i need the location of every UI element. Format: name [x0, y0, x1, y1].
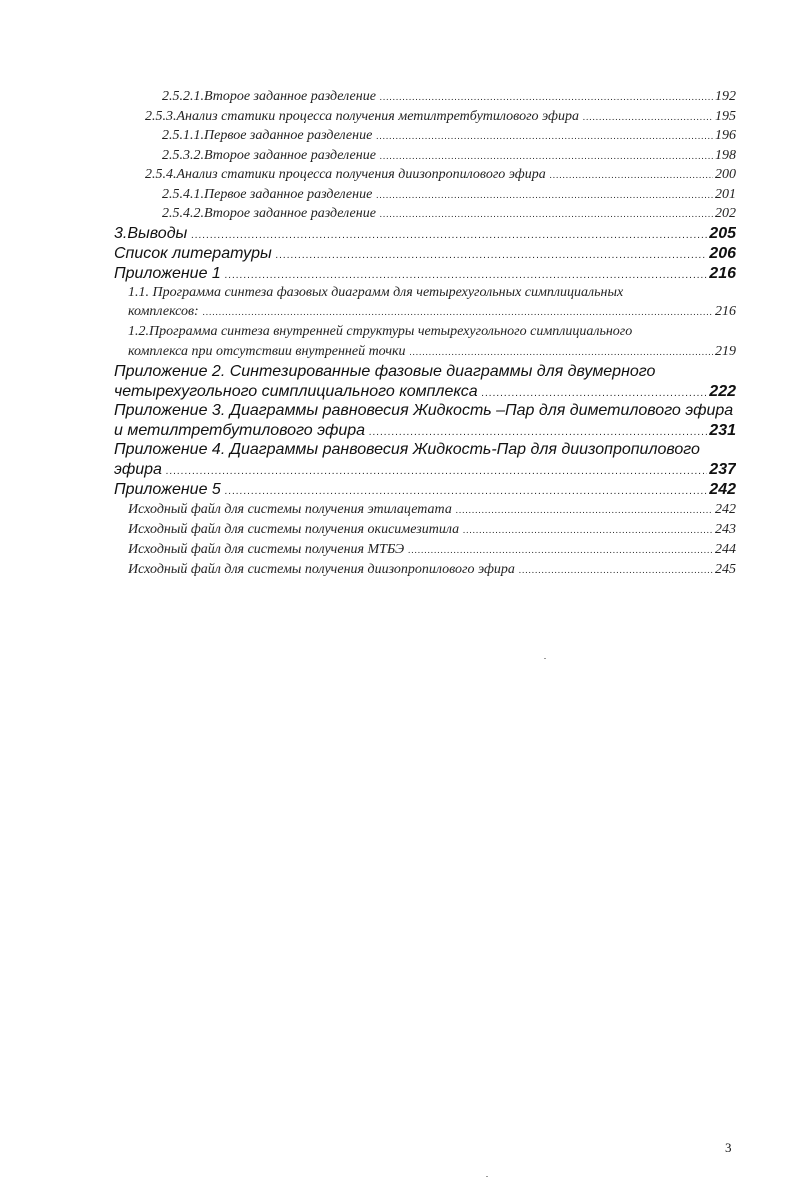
toc-entry-page: 219	[715, 344, 736, 359]
toc-entry	[128, 344, 736, 360]
toc-entry	[128, 522, 736, 538]
toc-entry	[128, 304, 736, 320]
toc-entry-title-line1: Приложение 2. Синтезированные фазовые диаграммы для двумерного	[114, 363, 656, 380]
toc-entry	[114, 481, 736, 499]
dot-leader	[191, 230, 707, 241]
toc-entry	[162, 206, 736, 222]
dot-leader	[463, 525, 713, 535]
scan-speck	[544, 658, 546, 659]
toc-entry-title-line1: 1.1. Программа синтеза фазовых диаграмм для четырехугольных симплициальных	[128, 285, 624, 300]
toc-entry-title-line1: Приложение 4. Диаграммы ранвовесия Жидкость-Пар для диизопропилового	[114, 441, 700, 458]
toc-entry-page: 192	[715, 89, 736, 104]
toc-entry	[162, 128, 736, 144]
dot-leader	[380, 92, 713, 102]
toc-entry-page: 244	[715, 542, 736, 557]
dot-leader	[410, 347, 713, 357]
toc-entry	[114, 245, 736, 263]
toc-entry-title: 2.5.4.2.Второе заданное разделение	[162, 206, 376, 221]
dot-leader	[225, 270, 707, 281]
toc-entry-page: 222	[709, 383, 736, 400]
toc-entry	[114, 422, 736, 440]
toc-entry-title-line2: четырехугольного симплициального комплекса	[114, 383, 478, 400]
toc-entry-title: 3.Выводы	[114, 225, 188, 242]
toc-entry-title: 2.5.1.1.Первое заданное разделение	[162, 128, 373, 143]
dot-leader	[519, 565, 713, 575]
toc-entry-page: 202	[715, 206, 736, 221]
toc-entry-title: 2.5.4.1.Первое заданное разделение	[162, 187, 373, 202]
dot-leader	[276, 250, 708, 261]
toc-entry	[114, 383, 736, 401]
toc-entry-page: 201	[715, 187, 736, 202]
toc-entry	[145, 109, 736, 125]
toc-entry	[128, 562, 736, 578]
toc-entry-title: Исходный файл для системы получения МТБЭ	[128, 542, 405, 557]
dot-leader	[482, 388, 708, 399]
toc-entry	[145, 167, 736, 183]
toc-entry	[114, 461, 736, 479]
toc-entry-title-line2: комплексов:	[128, 304, 199, 319]
toc-entry-title: Приложение 5	[114, 481, 221, 498]
toc-entry-page: 205	[709, 225, 736, 242]
toc-entry-page: 195	[715, 109, 736, 124]
dot-leader	[550, 170, 713, 180]
toc-entry	[162, 89, 736, 105]
toc-entry-page: 242	[715, 502, 736, 517]
toc-entry-page: 237	[709, 461, 736, 478]
toc-entry-title-line2: комплекса при отсутствии внутренней точки	[128, 344, 406, 359]
scan-speck	[486, 1176, 488, 1177]
toc-entry-page: 245	[715, 562, 736, 577]
toc-entry-page: 216	[709, 265, 736, 282]
toc-entry-page: 200	[715, 167, 736, 182]
dot-leader	[380, 209, 713, 219]
dot-leader	[166, 466, 707, 477]
dot-leader	[456, 505, 713, 515]
dot-leader	[380, 151, 713, 161]
toc-entry-title-line2: и метилтретбутилового эфира	[114, 422, 366, 439]
dot-leader	[583, 112, 713, 122]
dot-leader	[376, 131, 713, 141]
toc-entry-title-line2: эфира	[114, 461, 162, 478]
toc-entry-page: 243	[715, 522, 736, 537]
page-number: 3	[725, 1140, 732, 1155]
toc-entry-title: 2.5.3.Анализ статики процесса получения метилтретбутилового эфира	[145, 109, 579, 124]
toc-entry-page: 196	[715, 128, 736, 143]
toc-entry	[162, 187, 736, 203]
toc-entry-page: 198	[715, 148, 736, 163]
toc-entry-title: 2.5.4.Анализ статики процесса получения диизопропилового эфира	[145, 167, 546, 182]
toc-entry-title: Исходный файл для системы получения этилацетата	[128, 502, 452, 517]
toc-entry	[114, 265, 736, 283]
dot-leader	[369, 427, 707, 438]
dot-leader	[408, 545, 713, 555]
toc-entry-title: Исходный файл для системы получения окисимезитила	[128, 522, 460, 537]
toc-entry	[114, 225, 736, 243]
dot-leader	[225, 486, 707, 497]
toc-entry-title: Исходный файл для системы получения диизопропилового эфира	[128, 562, 515, 577]
dot-leader	[203, 307, 713, 317]
toc-entry-title: 2.5.2.1.Второе заданное разделение	[162, 89, 376, 104]
toc-entry	[162, 148, 736, 164]
toc-entry-title-line1: Приложение 3. Диаграммы равновесия Жидкость –Пар для диметилового эфира	[114, 402, 734, 419]
toc-entry-title-line1: 1.2.Программа синтеза внутренней структуры четырехугольного симплициального	[128, 324, 633, 339]
toc-entry	[128, 542, 736, 558]
toc-entry-page: 216	[715, 304, 736, 319]
dot-leader	[376, 190, 713, 200]
toc-entry-page: 206	[709, 245, 736, 262]
toc-entry-page: 242	[709, 481, 736, 498]
toc-entry-title: Приложение 1	[114, 265, 221, 282]
toc-entry-title: Список литературы	[114, 245, 272, 262]
toc-entry-title: 2.5.3.2.Второе заданное разделение	[162, 148, 376, 163]
toc-entry	[128, 502, 736, 518]
toc-entry-page: 231	[709, 422, 736, 439]
